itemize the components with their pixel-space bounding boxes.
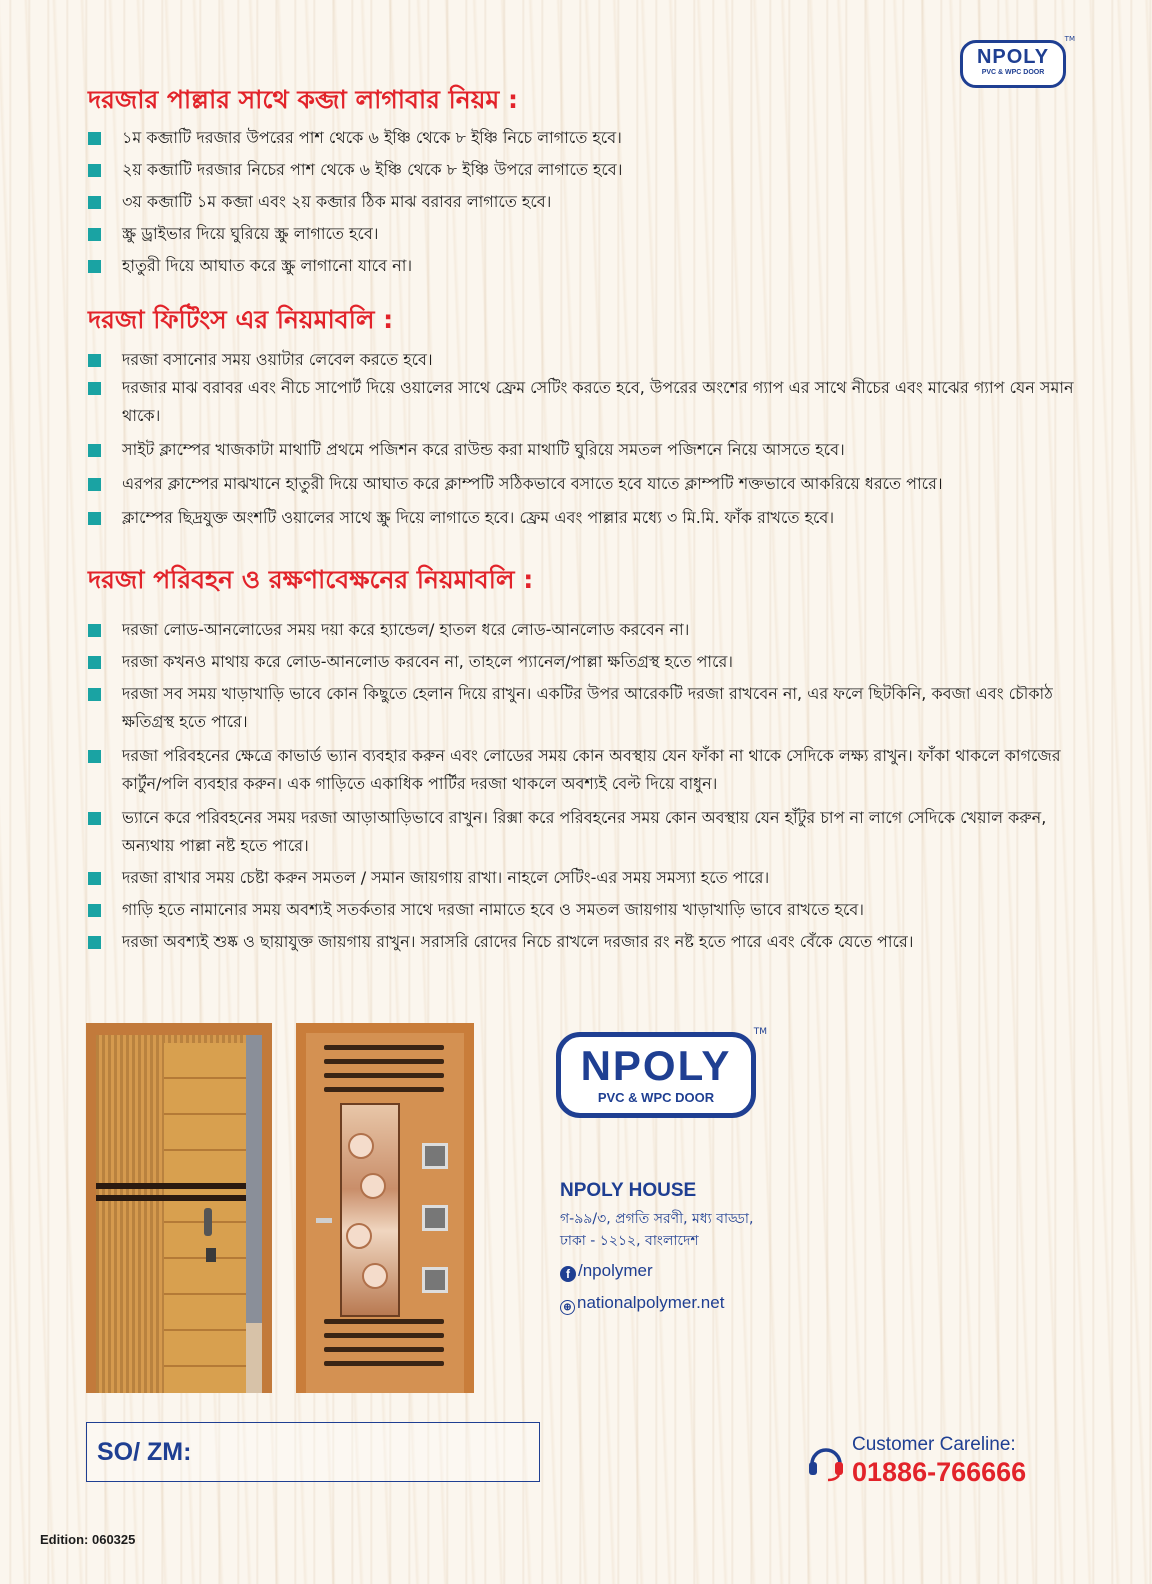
bullet-square-icon — [88, 132, 101, 145]
facebook-handle: /npolymer — [578, 1261, 653, 1280]
brand-tagline: PVC & WPC DOOR — [597, 1090, 715, 1105]
brand-name: NPOLY — [976, 46, 1050, 68]
flower-icon — [360, 1173, 386, 1199]
bullet-square-icon — [88, 656, 101, 669]
bullet-square-icon — [88, 688, 101, 701]
bullet-square-icon — [88, 478, 101, 491]
list-item: ২য় কব্জাটি দরজার নিচের পাশ থেকে ৬ ইঞ্চি থেকে ৮ ইঞ্চি উপরে লাগাতে হবে। — [88, 156, 1088, 184]
house-title: NPOLY HOUSE — [560, 1180, 697, 1201]
flower-icon — [348, 1133, 374, 1159]
careline-label: Customer Careline: — [852, 1434, 1016, 1455]
list-item: দরজা বসানোর সময় ওয়াটার লেবেল করতে হবে। — [88, 346, 1088, 374]
address-line-2: ঢাকা - ১২১২, বাংলাদেশ — [560, 1233, 699, 1249]
website-link[interactable] — [560, 1292, 724, 1315]
list-item: ১ম কব্জাটি দরজার উপরের পাশ থেকে ৬ ইঞ্চি থেকে ৮ ইঞ্চি নিচে লাগাতে হবে। — [88, 124, 1088, 152]
so-zm-field[interactable] — [86, 1422, 540, 1482]
transport-rules-heading: দরজা পরিবহন ও রক্ষণাবেক্ষনের নিয়মাবলি : — [88, 565, 534, 594]
list-item: গাড়ি হতে নামানোর সময় অবশ্যই সতর্কতার সাথে দরজা নামাতে হবে ও সমতল জায়গায় খাড়াখাড়ি ভাবে রাখতে হবে। — [88, 896, 1088, 924]
so-zm-label: SO/ ZM: — [97, 1438, 192, 1466]
bullet-square-icon — [88, 260, 101, 273]
door-image-floral — [296, 1023, 474, 1393]
bullet-square-icon — [88, 936, 101, 949]
door-handle-icon — [316, 1218, 332, 1223]
list-item: দরজা লোড-আনলোডের সময় দয়া করে হ্যান্ডেল/ হাতল ধরে লোড-আনলোড করবেন না। — [88, 616, 1088, 644]
door-window-icon — [422, 1143, 448, 1169]
bullet-square-icon — [88, 512, 101, 525]
trademark-mark: TM — [1064, 35, 1075, 43]
brand-tagline: PVC & WPC DOOR — [981, 69, 1045, 76]
bullet-square-icon — [88, 382, 101, 395]
flower-icon — [362, 1263, 388, 1289]
door-window-icon — [422, 1267, 448, 1293]
trademark-mark: TM — [753, 1027, 767, 1037]
list-item: ভ্যানে করে পরিবহনের সময় দরজা আড়াআড়িভাবে রাখুন। রিক্সা করে পরিবহনের সময় কোন অবস্থায় যেন হাঁটুর চাপ না লাগে সেদিকে খেয়াল করুন, অন্যথায় পাল্লা নষ্ট হতে পারে। — [88, 804, 1088, 860]
brand-logo-small — [960, 35, 1075, 88]
bullet-square-icon — [88, 872, 101, 885]
brand-logo-large — [556, 1027, 767, 1118]
bullet-square-icon — [88, 750, 101, 763]
list-item: এরপর ক্লাম্পের মাঝখানে হাতুরী দিয়ে আঘাত করে ক্লাম্পটি সঠিকভাবে বসাতে হবে যাতে ক্লাম্পটি শক্তভাবে আকরিয়ে ধরতে পারে। — [88, 470, 1088, 498]
door-image-striped — [86, 1023, 272, 1393]
list-item: দরজা সব সময় খাড়াখাড়ি ভাবে কোন কিছুতে হেলান দিয়ে রাখুন। একটির উপর আরেকটি দরজা রাখবেন না, এর ফলে ছিটকিনি, কবজা এবং চৌকাঠ ক্ষতিগ্রস্থ হতে পারে। — [88, 680, 1088, 736]
fitting-rules-heading: দরজা ফিটিংস এর নিয়মাবলি : — [88, 305, 394, 334]
bullet-square-icon — [88, 228, 101, 241]
facebook-link[interactable] — [560, 1260, 653, 1282]
website-url: nationalpolymer.net — [577, 1293, 725, 1312]
list-item: দরজা পরিবহনের ক্ষেত্রে কাভার্ড ভ্যান ব্যবহার করুন এবং লোডের সময় কোন অবস্থায় যেন ফাঁকা না থাকে সেদিকে লক্ষ্য রাখুন। ফাঁকা থাকলে কাগজের কার্টুন/পলি ব্যবহার করুন। এক গাড়িতে একাধিক পার্টির দরজা থাকলে অবশ্যই বেল্ট দিয়ে বাধুন। — [88, 742, 1088, 798]
bullet-square-icon — [88, 196, 101, 209]
list-item: ৩য় কব্জাটি ১ম কব্জা এবং ২য় কব্জার ঠিক মাঝ বরাবর লাগাতে হবে। — [88, 188, 1088, 216]
flower-icon — [346, 1223, 372, 1249]
list-item: স্ক্রু ড্রাইভার দিয়ে ঘুরিয়ে স্ক্রু লাগাতে হবে। — [88, 220, 1088, 248]
hinge-rules-heading: দরজার পাল্লার সাথে কব্জা লাগাবার নিয়ম : — [88, 85, 519, 114]
careline-number[interactable]: 01886-766666 — [852, 1457, 1027, 1487]
list-item: দরজার মাঝ বরাবর এবং নীচে সাপোর্ট দিয়ে ওয়ালের সাথে ফ্রেম সেটিং করতে হবে, উপরের অংশের গ্যাপ এর সাথে নীচের এবং মাঝের গ্যাপ যেন সমান থাকে। — [88, 374, 1088, 430]
bullet-square-icon — [88, 164, 101, 177]
brand-name: NPOLY — [580, 1042, 732, 1089]
headset-icon — [806, 1442, 846, 1482]
bullet-square-icon — [88, 444, 101, 457]
address-line-1: গ-৯৯/৩, প্রগতি সরণী, মধ্য বাড্ডা, — [560, 1211, 754, 1227]
hinge-rules-list — [88, 124, 1088, 280]
bullet-square-icon — [88, 624, 101, 637]
facebook-icon: f — [560, 1266, 576, 1282]
door-handle-icon — [204, 1208, 212, 1236]
bullet-square-icon — [88, 812, 101, 825]
fitting-rules-list — [88, 346, 1088, 532]
list-item: ক্লাম্পের ছিদ্রযুক্ত অংশটি ওয়ালের সাথে স্ক্রু দিয়ে লাগাতে হবে। ফ্রেম এবং পাল্লার মধ্যে ৩ মি.মি. ফাঁক রাখতে হবে। — [88, 504, 1088, 532]
edition-label: Edition: 060325 — [40, 1532, 136, 1547]
bullet-square-icon — [88, 904, 101, 917]
list-item: সাইট ক্লাম্পের খাজকাটা মাথাটি প্রথমে পজিশন করে রাউন্ড করা মাথাটি ঘুরিয়ে সমতল পজিশনে নিয়ে আসতে হবে। — [88, 436, 1088, 464]
list-item: দরজা কখনও মাথায় করে লোড-আনলোড করবেন না, তাহলে প্যানেল/পাল্লা ক্ষতিগ্রস্থ হতে পারে। — [88, 648, 1088, 676]
list-item: হাতুরী দিয়ে আঘাত করে স্ক্রু লাগানো যাবে না। — [88, 252, 1088, 280]
bullet-square-icon — [88, 354, 101, 367]
door-lock-icon — [206, 1248, 216, 1262]
list-item: দরজা রাখার সময় চেষ্টা করুন সমতল / সমান জায়গায় রাখা। নাহলে সেটিং-এর সময় সমস্যা হতে পারে। — [88, 864, 1088, 892]
list-item: দরজা অবশ্যই শুষ্ক ও ছায়াযুক্ত জায়গায় রাখুন। সরাসরি রোদের নিচে রাখলে দরজার রং নষ্ট হতে পারে এবং বেঁকে যেতে পারে। — [88, 928, 1088, 956]
door-window-icon — [422, 1205, 448, 1231]
transport-rules-list — [88, 616, 1088, 956]
globe-icon: ⊕ — [560, 1300, 575, 1315]
